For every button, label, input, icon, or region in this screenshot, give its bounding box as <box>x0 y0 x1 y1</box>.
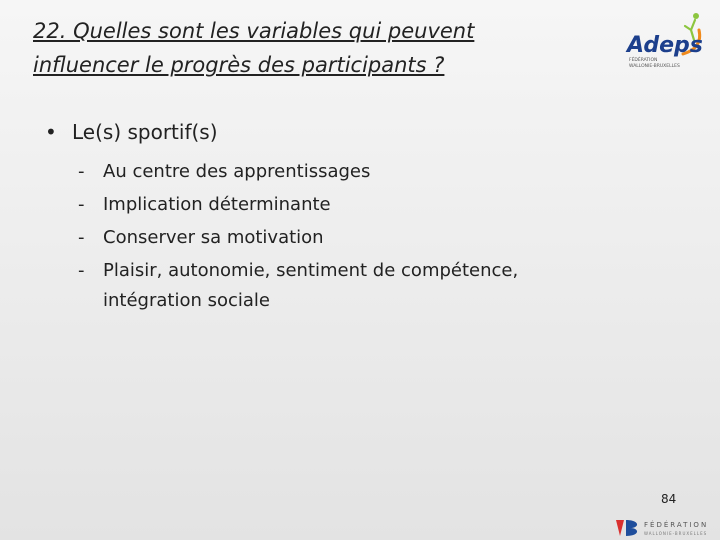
slide-title: 22. Quelles sont les variables qui peuvent influencer le progrès des participants ? <box>33 19 475 77</box>
adeps-sub-line1: FÉDÉRATION <box>629 58 658 63</box>
bullet-dot: • <box>45 120 57 144</box>
dash-marker: - <box>78 194 85 215</box>
adeps-wordmark: Adeps <box>627 33 703 58</box>
page-number: 84 <box>661 492 677 506</box>
adeps-figure-head <box>693 13 699 19</box>
adeps-sub-line2: WALLONIE-BRUXELLES <box>629 64 680 69</box>
sub-item <box>78 155 598 188</box>
sub-item-text: Conserver sa motivation <box>103 227 324 248</box>
fed-logo-mark-blue <box>626 520 637 536</box>
federation-subtext: WALLONIE-BRUXELLES <box>644 531 708 536</box>
dash-marker: - <box>78 161 85 182</box>
dash-marker: - <box>78 260 85 281</box>
sub-item <box>78 221 598 254</box>
sub-item-text: Au centre des apprentissages <box>103 161 371 182</box>
main-bullet <box>45 118 218 146</box>
dash-marker: - <box>78 227 85 248</box>
fed-logo-mark-red <box>616 520 624 536</box>
sub-item <box>78 188 598 221</box>
federation-wordmark: FÉDÉRATION <box>644 521 709 529</box>
sub-bullet-list <box>78 155 598 316</box>
sub-item <box>78 256 598 316</box>
sub-item-text: Implication déterminante <box>103 194 331 215</box>
sub-item-text: Plaisir, autonomie, sentiment de compétence, intégration sociale <box>103 260 519 311</box>
main-bullet-text: Le(s) sportif(s) <box>72 120 218 144</box>
adeps-logo <box>621 8 713 72</box>
